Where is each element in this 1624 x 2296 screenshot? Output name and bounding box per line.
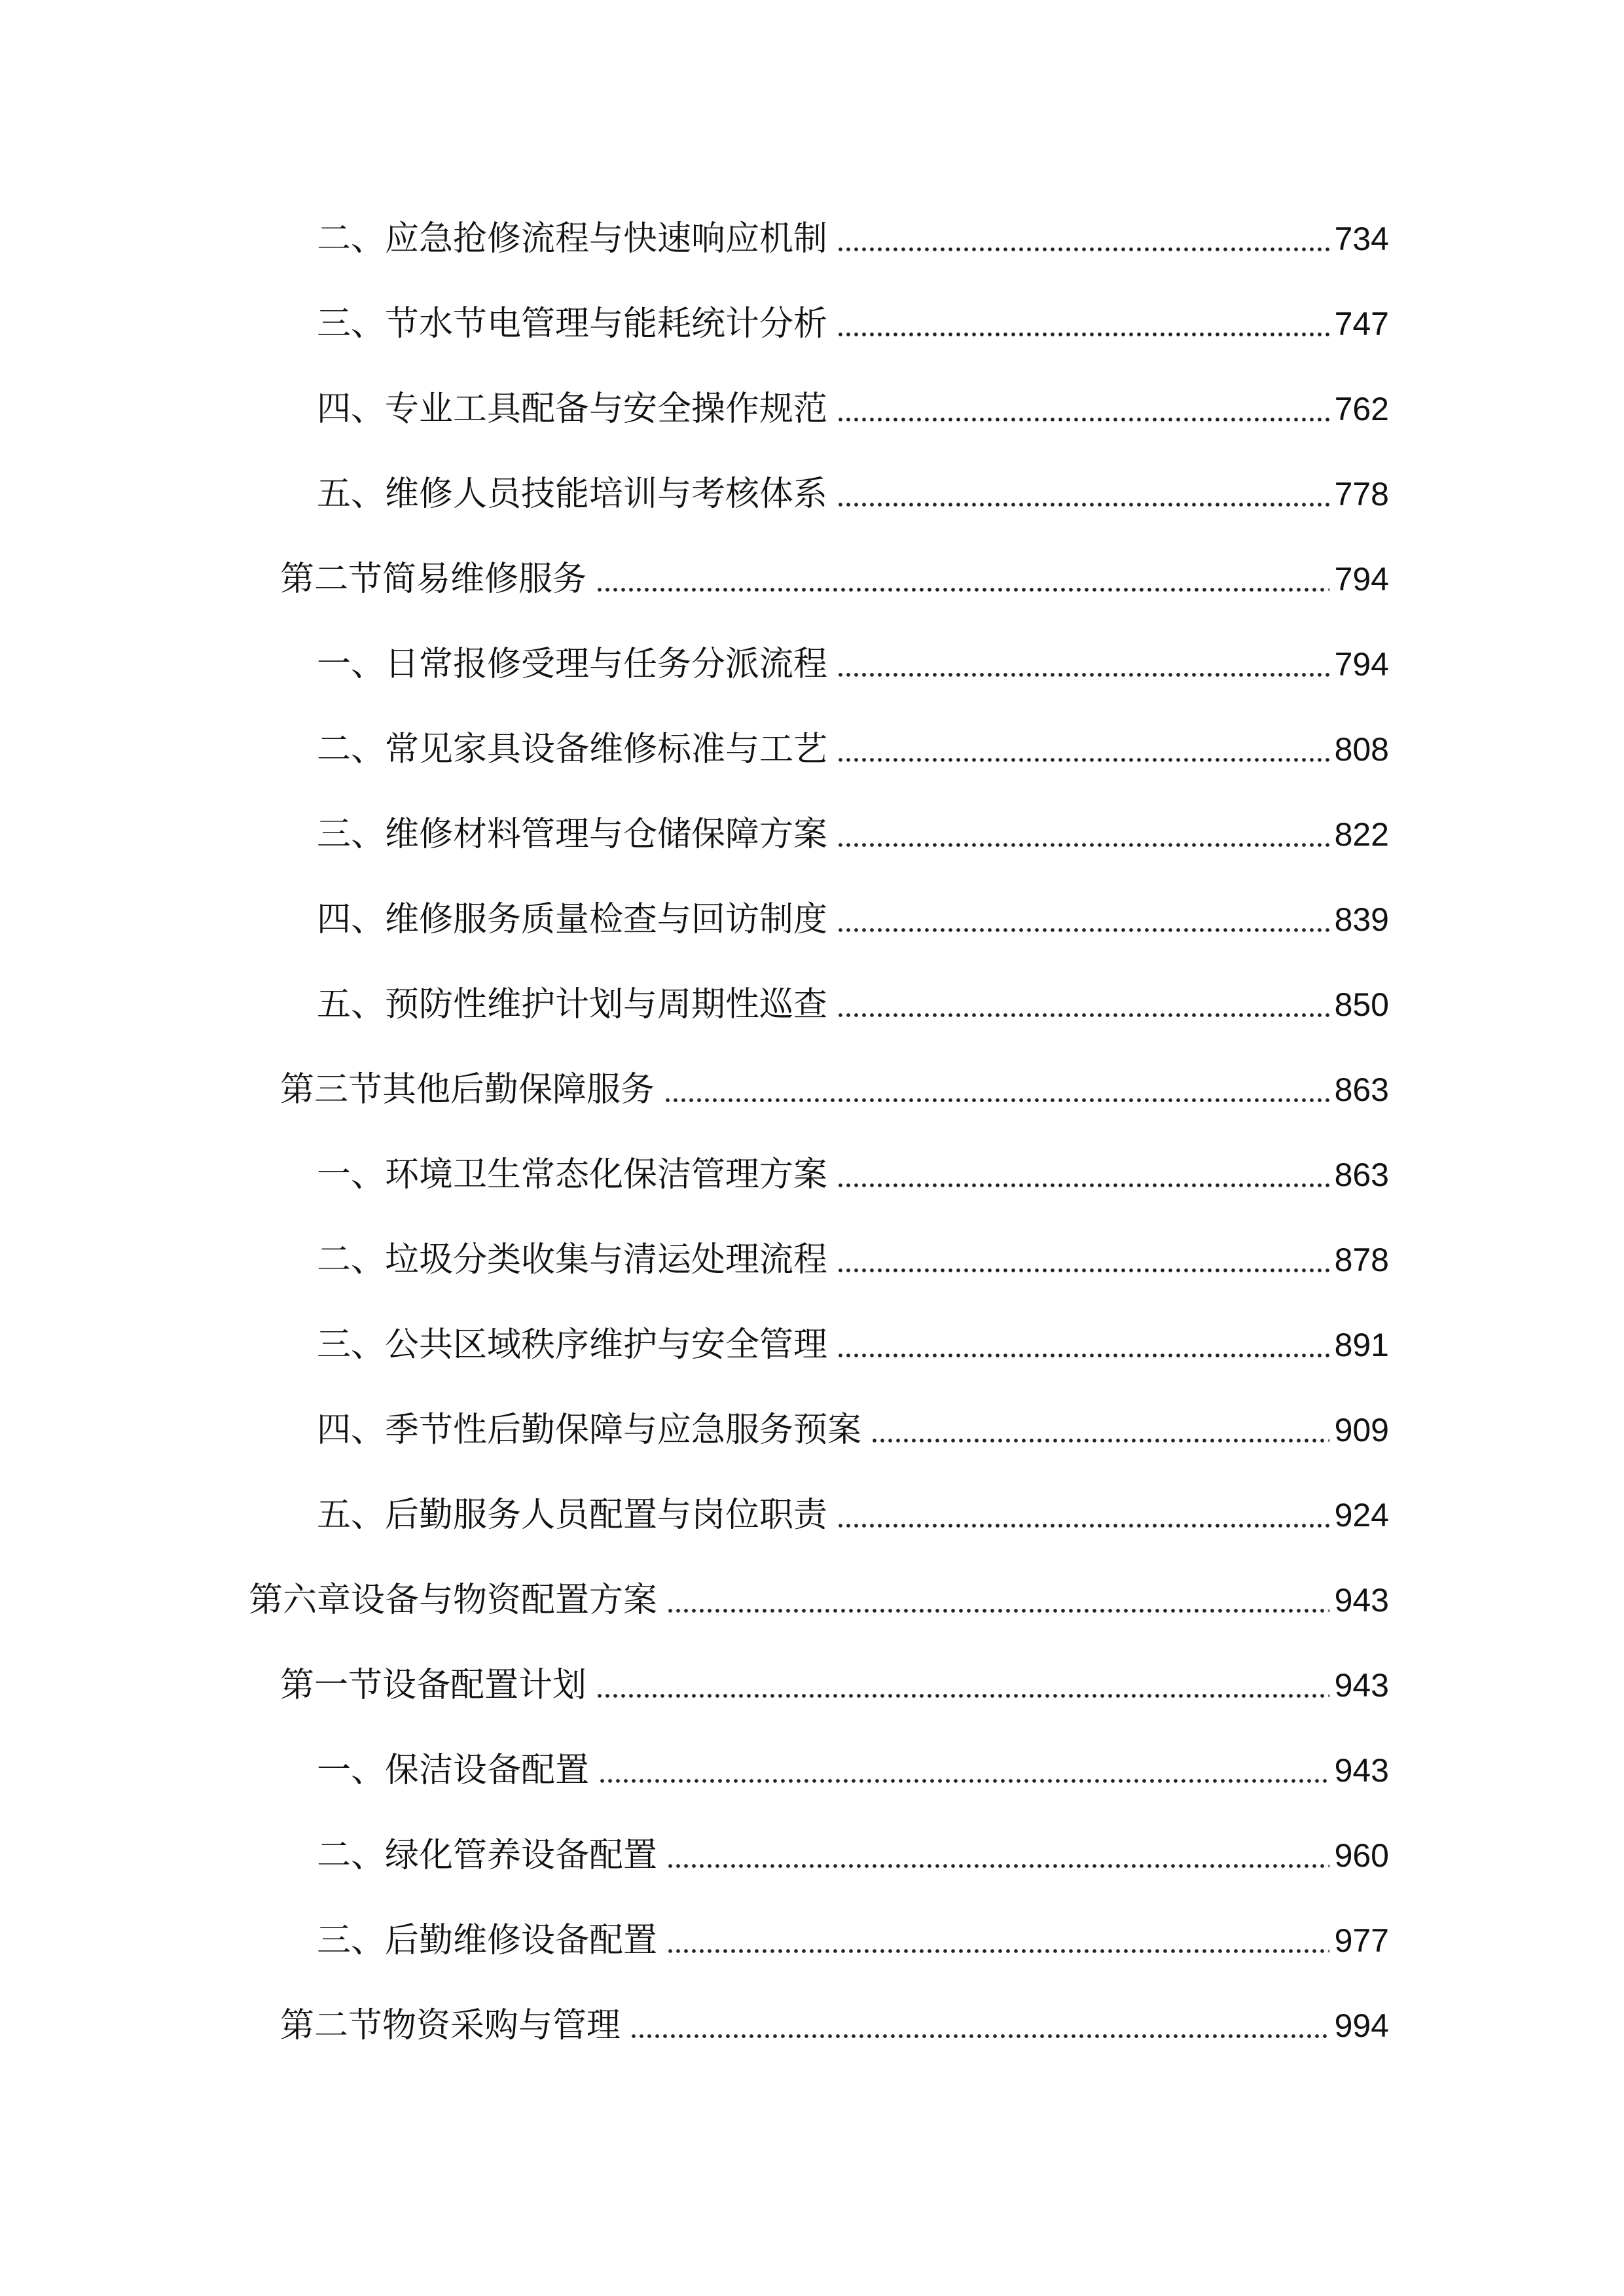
toc-entry-title: 二、绿化管养设备配置 [317, 1826, 666, 1885]
toc-entry-page: 794 [1329, 550, 1389, 609]
toc-leader-dots [837, 330, 1329, 339]
toc-entry-title: 五、维修人员技能培训与考核体系 [317, 465, 837, 524]
toc-entry-title: 二、常见家具设备维修标准与工艺 [317, 720, 837, 779]
toc-entry-page: 822 [1329, 805, 1389, 864]
toc-section-entry[interactable] [280, 550, 1389, 609]
toc-leader-dots [666, 1861, 1329, 1871]
toc-entry[interactable] [317, 465, 1389, 524]
toc-entry[interactable] [317, 1401, 1389, 1460]
toc-leader-dots [596, 585, 1329, 594]
toc-entry-title: 三、节水节电管理与能耗统计分析 [317, 295, 837, 353]
toc-entry[interactable] [317, 209, 1389, 268]
toc-entry-page: 977 [1329, 1911, 1389, 1970]
toc-entry-page: 778 [1329, 465, 1389, 524]
toc-entry-title: 第六章设备与物资配置方案 [249, 1571, 666, 1630]
toc-leader-dots [837, 415, 1329, 424]
toc-leader-dots [871, 1436, 1329, 1445]
toc-entry-page: 909 [1329, 1401, 1389, 1460]
toc-entry-page: 924 [1329, 1486, 1389, 1545]
toc-entry-page: 960 [1329, 1826, 1389, 1885]
toc-entry-page: 994 [1329, 1996, 1389, 2055]
toc-entry-page: 762 [1329, 380, 1389, 439]
toc-entry-title: 一、保洁设备配置 [317, 1741, 598, 1800]
toc-entry-title: 第三节其他后勤保障服务 [280, 1060, 664, 1119]
toc-entry-title: 五、后勤服务人员配置与岗位职责 [317, 1486, 837, 1545]
toc-entry[interactable] [317, 1826, 1389, 1885]
toc-entry-title: 第一节设备配置计划 [280, 1656, 596, 1715]
toc-section-entry[interactable] [280, 1060, 1389, 1119]
toc-entry[interactable] [317, 805, 1389, 864]
toc-entry-page: 878 [1329, 1230, 1389, 1289]
toc-leader-dots [630, 2032, 1329, 2041]
toc-leader-dots [837, 245, 1329, 254]
toc-entry-page: 747 [1329, 295, 1389, 353]
toc-entry-page: 863 [1329, 1145, 1389, 1204]
toc-chapter-entry[interactable] [249, 1571, 1389, 1630]
toc-entry-title: 三、后勤维修设备配置 [317, 1911, 666, 1970]
toc-leader-dots [837, 840, 1329, 850]
toc-leader-dots [837, 925, 1329, 935]
toc-entry[interactable] [317, 890, 1389, 949]
toc-entry-title: 二、垃圾分类收集与清运处理流程 [317, 1230, 837, 1289]
toc-leader-dots [837, 1266, 1329, 1275]
toc-entry-page: 839 [1329, 890, 1389, 949]
toc-entry[interactable] [317, 1486, 1389, 1545]
toc-entry-page: 734 [1329, 209, 1389, 268]
toc-entry-page: 794 [1329, 635, 1389, 694]
toc-entry-page: 863 [1329, 1060, 1389, 1119]
toc-leader-dots [664, 1096, 1329, 1105]
toc-entry[interactable] [317, 295, 1389, 353]
toc-entry-page: 943 [1329, 1656, 1389, 1715]
toc-entry-page: 808 [1329, 720, 1389, 779]
toc-entry[interactable] [317, 380, 1389, 439]
toc-entry-page: 850 [1329, 975, 1389, 1034]
toc-entry-title: 第二节物资采购与管理 [280, 1996, 630, 2055]
toc-entry-title: 三、公共区域秩序维护与安全管理 [317, 1316, 837, 1374]
toc-leader-dots [837, 500, 1329, 509]
toc-entry-title: 第二节简易维修服务 [280, 550, 596, 609]
toc-entry[interactable] [317, 1741, 1389, 1800]
toc-entry[interactable] [317, 1230, 1389, 1289]
toc-leader-dots [837, 1351, 1329, 1360]
toc-leader-dots [837, 1011, 1329, 1020]
toc-entry-title: 一、环境卫生常态化保洁管理方案 [317, 1145, 837, 1204]
toc-entry[interactable] [317, 635, 1389, 694]
toc-leader-dots [598, 1776, 1329, 1785]
toc-entry[interactable] [317, 1911, 1389, 1970]
toc-entry-title: 四、专业工具配备与安全操作规范 [317, 380, 837, 439]
toc-entry-title: 五、预防性维护计划与周期性巡查 [317, 975, 837, 1034]
toc-section-entry[interactable] [280, 1656, 1389, 1715]
toc-entry-title: 四、维修服务质量检查与回访制度 [317, 890, 837, 949]
toc-entry-page: 943 [1329, 1741, 1389, 1800]
toc-leader-dots [837, 670, 1329, 679]
toc-leader-dots [837, 1181, 1329, 1190]
toc-entry-page: 943 [1329, 1571, 1389, 1630]
toc-entry-title: 四、季节性后勤保障与应急服务预案 [317, 1401, 871, 1460]
toc-leader-dots [666, 1946, 1329, 1956]
toc-leader-dots [596, 1691, 1329, 1700]
toc-entry-page: 891 [1329, 1316, 1389, 1374]
toc-section-entry[interactable] [280, 1996, 1389, 2055]
toc-entry[interactable] [317, 975, 1389, 1034]
toc-entry[interactable] [317, 1316, 1389, 1374]
toc-entry[interactable] [317, 1145, 1389, 1204]
toc-leader-dots [837, 1521, 1329, 1530]
toc-leader-dots [666, 1606, 1329, 1615]
toc-leader-dots [837, 755, 1329, 764]
toc-entry-title: 三、维修材料管理与仓储保障方案 [317, 805, 837, 864]
toc-entry[interactable] [317, 720, 1389, 779]
toc-entry-title: 二、应急抢修流程与快速响应机制 [317, 209, 837, 268]
toc-entry-title: 一、日常报修受理与任务分派流程 [317, 635, 837, 694]
